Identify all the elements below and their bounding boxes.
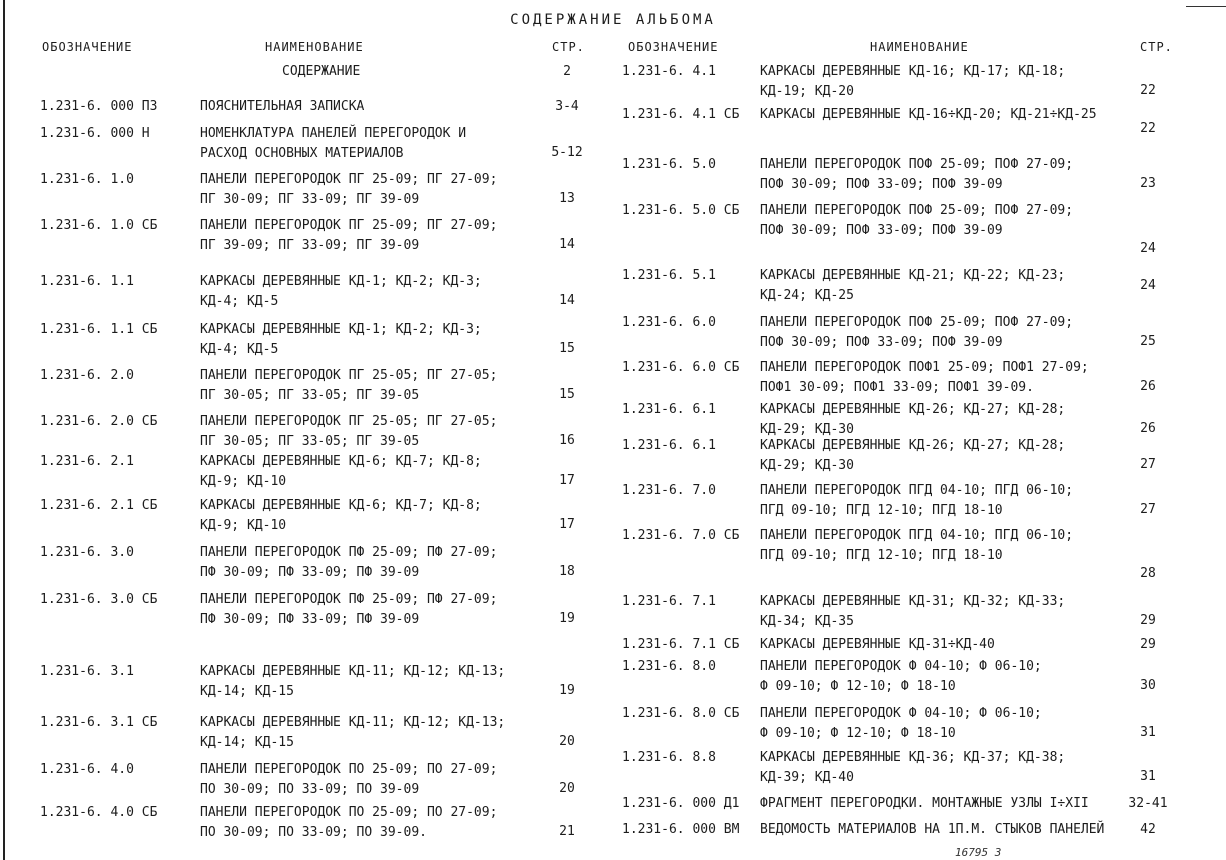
item-title-line1: ПАНЕЛИ ПЕРЕГОРОДОК ПФ 25-09; ПФ 27-09; <box>200 545 498 560</box>
item-title-line2: ПГ 30-05; ПГ 33-05; ПГ 39-05 <box>200 388 420 403</box>
item-title-line2: ПО 30-09; ПО 33-09; ПО 39-09. <box>200 825 427 840</box>
album-title: СОДЕРЖАНИЕ АЛЬБОМА <box>510 12 716 28</box>
page-number: 18 <box>559 564 575 579</box>
item-title-line1: КАРКАСЫ ДЕРЕВЯННЫЕ КД-36; КД-37; КД-38; <box>760 750 1066 765</box>
designation-code: 1.231-6. 8.0 <box>622 659 716 674</box>
designation-code: 1.231-6. 5.0 СБ <box>622 203 740 218</box>
item-title-line2: ПГД 09-10; ПГД 12-10; ПГД 18-10 <box>760 548 1003 563</box>
page-number: 30 <box>1140 678 1156 693</box>
item-title-line2: ПГ 39-09; ПГ 33-09; ПГ 39-09 <box>200 238 420 253</box>
designation-code: 1.231-6. 2.0 <box>40 368 134 383</box>
item-title-line1: СОДЕРЖАНИЕ <box>282 64 361 79</box>
item-title-line1: ПАНЕЛИ ПЕРЕГОРОДОК ПГ 25-09; ПГ 27-09; <box>200 218 498 233</box>
item-title-line1: КАРКАСЫ ДЕРЕВЯННЫЕ КД-16÷КД-20; КД-21÷КД-25 <box>760 107 1097 122</box>
item-title-line2: ПОФ 30-09; ПОФ 33-09; ПОФ 39-09 <box>760 223 1003 238</box>
item-title-line2: ПОФ 30-09; ПОФ 33-09; ПОФ 39-09 <box>760 335 1003 350</box>
designation-code: 1.231-6. 2.0 СБ <box>40 414 158 429</box>
item-title-line1: КАРКАСЫ ДЕРЕВЯННЫЕ КД-16; КД-17; КД-18; <box>760 64 1066 79</box>
item-title-line1: ПАНЕЛИ ПЕРЕГОРОДОК ПГД 04-10; ПГД 06-10; <box>760 528 1074 543</box>
item-title-line1: КАРКАСЫ ДЕРЕВЯННЫЕ КД-31; КД-32; КД-33; <box>760 594 1066 609</box>
page-number: 15 <box>559 341 575 356</box>
item-title-line1: ПАНЕЛИ ПЕРЕГОРОДОК ПГ 25-05; ПГ 27-05; <box>200 368 498 383</box>
page-number: 24 <box>1140 278 1156 293</box>
item-title-line1: ПАНЕЛИ ПЕРЕГОРОДОК ПОФ1 25-09; ПОФ1 27-09; <box>760 360 1089 375</box>
designation-code: 1.231-6. 000 ПЗ <box>40 99 158 114</box>
item-title-line1: ПОЯСНИТЕЛЬНАЯ ЗАПИСКА <box>200 99 365 114</box>
item-title-line1: ПАНЕЛИ ПЕРЕГОРОДОК ПГД 04-10; ПГД 06-10; <box>760 483 1074 498</box>
item-title-line2: КД-4; КД-5 <box>200 342 279 357</box>
page-number: 25 <box>1140 334 1156 349</box>
right-header-name: НАИМЕНОВАНИЕ <box>870 40 969 54</box>
page-number: 27 <box>1140 502 1156 517</box>
item-title-line2: РАСХОД ОСНОВНЫХ МАТЕРИАЛОВ <box>200 146 404 161</box>
item-title-line1: КАРКАСЫ ДЕРЕВЯННЫЕ КД-26; КД-27; КД-28; <box>760 438 1066 453</box>
item-title-line2: ПФ 30-09; ПФ 33-09; ПФ 39-09 <box>200 565 420 580</box>
item-title-line1: ПАНЕЛИ ПЕРЕГОРОДОК ПГ 25-09; ПГ 27-09; <box>200 172 498 187</box>
designation-code: 1.231-6. 3.0 <box>40 545 134 560</box>
page-number: 29 <box>1140 613 1156 628</box>
designation-code: 1.231-6. 6.0 СБ <box>622 360 740 375</box>
item-title-line2: ПГД 09-10; ПГД 12-10; ПГД 18-10 <box>760 503 1003 518</box>
item-title-line1: ВЕДОМОСТЬ МАТЕРИАЛОВ НА 1П.М. СТЫКОВ ПАНЕЛЕЙ <box>760 822 1105 837</box>
item-title-line2: ПФ 30-09; ПФ 33-09; ПФ 39-09 <box>200 612 420 627</box>
sheet-corner-mark <box>1186 0 1226 7</box>
page-number: 17 <box>559 473 575 488</box>
designation-code: 1.231-6. 8.8 <box>622 750 716 765</box>
designation-code: 1.231-6. 1.1 СБ <box>40 322 158 337</box>
item-title-line2: ПГ 30-09; ПГ 33-09; ПГ 39-09 <box>200 192 420 207</box>
designation-code: 1.231-6. 000 ВМ <box>622 822 740 837</box>
designation-code: 1.231-6. 7.1 СБ <box>622 637 740 652</box>
designation-code: 1.231-6. 6.0 <box>622 315 716 330</box>
item-title-line1: ПАНЕЛИ ПЕРЕГОРОДОК ПОФ 25-09; ПОФ 27-09; <box>760 203 1074 218</box>
item-title-line1: ПАНЕЛИ ПЕРЕГОРОДОК ПОФ 25-09; ПОФ 27-09; <box>760 315 1074 330</box>
left-header-page: СТР. <box>552 40 585 54</box>
designation-code: 1.231-6. 2.1 СБ <box>40 498 158 513</box>
designation-code: 1.231-6. 3.0 СБ <box>40 592 158 607</box>
item-title-line2: КД-29; КД-30 <box>760 422 854 437</box>
page-number: 28 <box>1140 566 1156 581</box>
item-title-line1: ПАНЕЛИ ПЕРЕГОРОДОК ПГ 25-05; ПГ 27-05; <box>200 414 498 429</box>
designation-code: 1.231-6. 000 Д1 <box>622 796 740 811</box>
designation-code: 1.231-6. 000 Н <box>40 126 150 141</box>
item-title-line2: КД-14; КД-15 <box>200 684 294 699</box>
page-number: 19 <box>559 683 575 698</box>
designation-code: 1.231-6. 3.1 СБ <box>40 715 158 730</box>
designation-code: 1.231-6. 6.1 <box>622 438 716 453</box>
designation-code: 1.231-6. 4.1 <box>622 64 716 79</box>
item-title-line2: КД-24; КД-25 <box>760 288 854 303</box>
page-number: 14 <box>559 237 575 252</box>
item-title-line1: КАРКАСЫ ДЕРЕВЯННЫЕ КД-26; КД-27; КД-28; <box>760 402 1066 417</box>
page-number: 42 <box>1140 822 1156 837</box>
item-title-line2: КД-14; КД-15 <box>200 735 294 750</box>
item-title-line2: КД-9; КД-10 <box>200 474 287 489</box>
item-title-line2: ПГ 30-05; ПГ 33-05; ПГ 39-05 <box>200 434 420 449</box>
item-title-line1: ПАНЕЛИ ПЕРЕГОРОДОК ПОФ 25-09; ПОФ 27-09; <box>760 157 1074 172</box>
item-title-line1: КАРКАСЫ ДЕРЕВЯННЫЕ КД-21; КД-22; КД-23; <box>760 268 1066 283</box>
page-number: 23 <box>1140 176 1156 191</box>
page-number: 26 <box>1140 379 1156 394</box>
item-title-line1: ПАНЕЛИ ПЕРЕГОРОДОК ПФ 25-09; ПФ 27-09; <box>200 592 498 607</box>
sheet-left-border <box>3 0 5 860</box>
item-title-line1: НОМЕНКЛАТУРА ПАНЕЛЕЙ ПЕРЕГОРОДОК И <box>200 126 467 141</box>
designation-code: 1.231-6. 4.0 <box>40 762 134 777</box>
designation-code: 1.231-6. 1.0 <box>40 172 134 187</box>
item-title-line1: ПАНЕЛИ ПЕРЕГОРОДОК Ф 04-10; Ф 06-10; <box>760 659 1042 674</box>
item-title-line2: ПОФ1 30-09; ПОФ1 33-09; ПОФ1 39-09. <box>760 380 1034 395</box>
page-number: 2 <box>563 64 571 79</box>
item-title-line1: КАРКАСЫ ДЕРЕВЯННЫЕ КД-6; КД-7; КД-8; <box>200 498 482 513</box>
item-title-line2: КД-34; КД-35 <box>760 614 854 629</box>
designation-code: 1.231-6. 2.1 <box>40 454 134 469</box>
page-number: 27 <box>1140 457 1156 472</box>
designation-code: 1.231-6. 7.0 СБ <box>622 528 740 543</box>
page-number: 21 <box>559 824 575 839</box>
page-number: 32-41 <box>1128 796 1168 811</box>
page-number: 13 <box>559 191 575 206</box>
designation-code: 1.231-6. 4.0 СБ <box>40 805 158 820</box>
item-title-line2: ПО 30-09; ПО 33-09; ПО 39-09 <box>200 782 420 797</box>
left-header-name: НАИМЕНОВАНИЕ <box>265 40 364 54</box>
item-title-line1: КАРКАСЫ ДЕРЕВЯННЫЕ КД-6; КД-7; КД-8; <box>200 454 482 469</box>
page-number: 5-12 <box>551 145 583 160</box>
page-number: 3-4 <box>555 99 579 114</box>
designation-code: 1.231-6. 8.0 СБ <box>622 706 740 721</box>
item-title-line1: КАРКАСЫ ДЕРЕВЯННЫЕ КД-1; КД-2; КД-3; <box>200 274 482 289</box>
page-number: 31 <box>1140 725 1156 740</box>
item-title-line1: КАРКАСЫ ДЕРЕВЯННЫЕ КД-11; КД-12; КД-13; <box>200 715 506 730</box>
item-title-line1: КАРКАСЫ ДЕРЕВЯННЫЕ КД-31÷КД-40 <box>760 637 995 652</box>
page-number: 20 <box>559 781 575 796</box>
page-number: 15 <box>559 387 575 402</box>
page-number: 24 <box>1140 241 1156 256</box>
designation-code: 1.231-6. 1.1 <box>40 274 134 289</box>
page-number: 20 <box>559 734 575 749</box>
item-title-line1: ПАНЕЛИ ПЕРЕГОРОДОК ПО 25-09; ПО 27-09; <box>200 805 498 820</box>
designation-code: 1.231-6. 1.0 СБ <box>40 218 158 233</box>
item-title-line2: КД-19; КД-20 <box>760 84 854 99</box>
designation-code: 1.231-6. 7.1 <box>622 594 716 609</box>
designation-code: 1.231-6. 3.1 <box>40 664 134 679</box>
item-title-line2: Ф 09-10; Ф 12-10; Ф 18-10 <box>760 726 956 741</box>
designation-code: 1.231-6. 7.0 <box>622 483 716 498</box>
item-title-line2: КД-9; КД-10 <box>200 518 287 533</box>
page-number: 16 <box>559 433 575 448</box>
page-number: 22 <box>1140 121 1156 136</box>
page-number: 29 <box>1140 637 1156 652</box>
item-title-line2: ПОФ 30-09; ПОФ 33-09; ПОФ 39-09 <box>760 177 1003 192</box>
page-number: 19 <box>559 611 575 626</box>
designation-code: 1.231-6. 6.1 <box>622 402 716 417</box>
item-title-line2: КД-4; КД-5 <box>200 294 279 309</box>
designation-code: 1.231-6. 5.1 <box>622 268 716 283</box>
page-number: 22 <box>1140 83 1156 98</box>
right-header-code: ОБОЗНАЧЕНИЕ <box>628 40 719 54</box>
item-title-line2: КД-39; КД-40 <box>760 770 854 785</box>
sheet-footer-note: 16795 3 <box>955 846 1002 859</box>
item-title-line1: ПАНЕЛИ ПЕРЕГОРОДОК Ф 04-10; Ф 06-10; <box>760 706 1042 721</box>
page-number: 31 <box>1140 769 1156 784</box>
page-number: 17 <box>559 517 575 532</box>
left-header-code: ОБОЗНАЧЕНИЕ <box>42 40 133 54</box>
designation-code: 1.231-6. 4.1 СБ <box>622 107 740 122</box>
page-number: 26 <box>1140 421 1156 436</box>
page-number: 14 <box>559 293 575 308</box>
item-title-line2: КД-29; КД-30 <box>760 458 854 473</box>
item-title-line1: ПАНЕЛИ ПЕРЕГОРОДОК ПО 25-09; ПО 27-09; <box>200 762 498 777</box>
right-header-page: СТР. <box>1140 40 1173 54</box>
item-title-line1: КАРКАСЫ ДЕРЕВЯННЫЕ КД-1; КД-2; КД-3; <box>200 322 482 337</box>
designation-code: 1.231-6. 5.0 <box>622 157 716 172</box>
item-title-line1: КАРКАСЫ ДЕРЕВЯННЫЕ КД-11; КД-12; КД-13; <box>200 664 506 679</box>
item-title-line1: ФРАГМЕНТ ПЕРЕГОРОДКИ. МОНТАЖНЫЕ УЗЛЫ I÷XII <box>760 796 1089 811</box>
item-title-line2: Ф 09-10; Ф 12-10; Ф 18-10 <box>760 679 956 694</box>
